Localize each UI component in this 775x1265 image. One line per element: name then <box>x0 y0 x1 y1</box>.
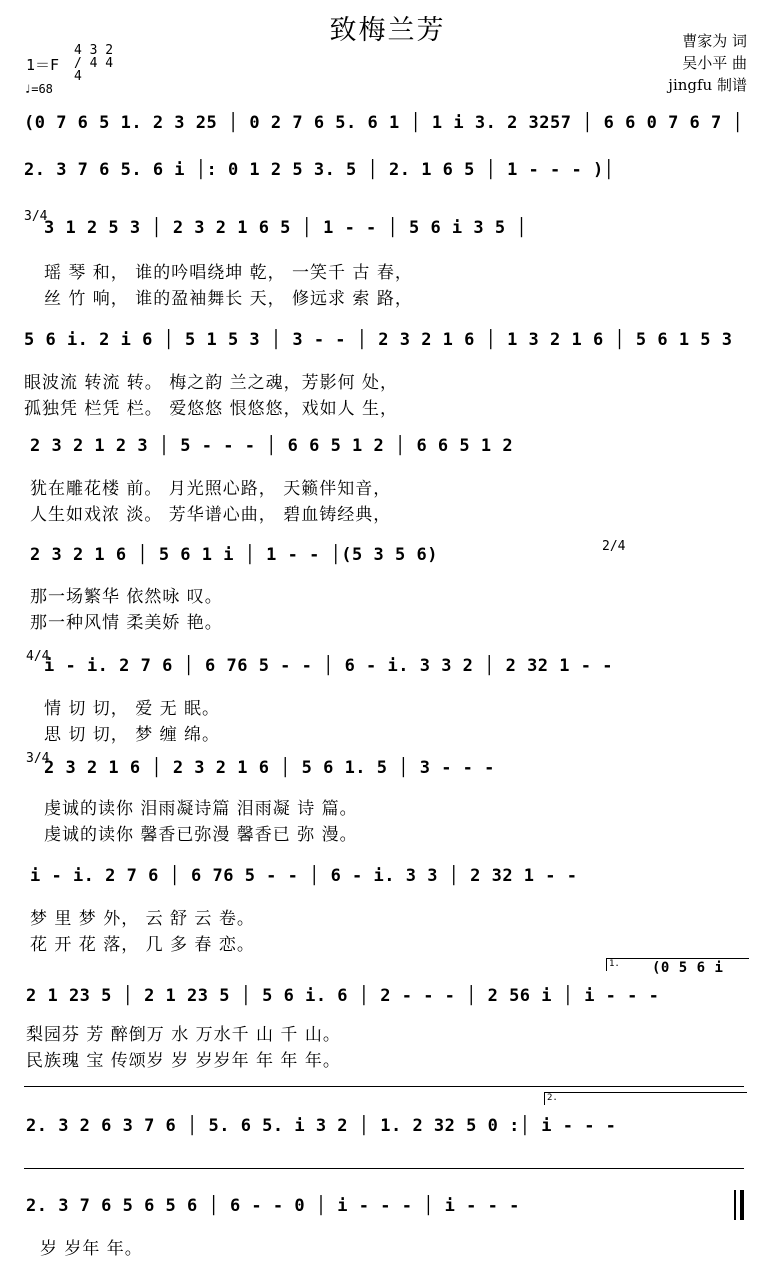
lyrics-line-10-verse-2: 民族瑰 宝 传颂岁 岁 岁岁年 年 年 年。 <box>26 1051 341 1071</box>
lyrics-line-4-verse-1: 眼波流 转流 转。 梅之韵 兰之魂，芳影何 处， <box>24 373 399 393</box>
notation-line-5: 2 3 2 1 2 3 │ 5 - - - │ 6 6 5 1 2 │ 6 6 5 1 2 <box>30 436 514 456</box>
lyrics-line-9-verse-1: 梦 里 梦 外， 云 舒 云 卷。 <box>30 909 255 929</box>
title: 致梅兰芳 <box>329 15 446 46</box>
time-signatures: 4 3 2 / 4 4 4 <box>74 43 121 84</box>
notation-line-10: 2 1 23 5 │ 2 1 23 5 │ 5 6 i. 6 │ 2 - - - │ 2 56 i │ i - - - <box>26 986 660 1006</box>
time-sig-3-4-a: 3/4 <box>24 209 48 224</box>
notation-line-4: 5 6 i. 2 i 6 │ 5 1 5 3 │ 3 - - │ 2 3 2 1 6 │ 1 3 2 1 6 │ 5 6 1 5 3 <box>24 330 733 350</box>
notation-line-3: 3 1 2 5 3 │ 2 3 2 1 6 5 │ 1 - - │ 5 6 i 3 5 │ <box>44 218 528 238</box>
notation-line-2: 2. 3 7 6 5. 6 i │: 0 1 2 5 3. 5 │ 2. 1 6 5 │ 1 - - - )│ <box>24 160 615 180</box>
lyrics-line-3-verse-1: 瑶 琴 和， 谁的吟唱绕坤 乾， 一笑千 古 春， <box>44 263 413 283</box>
notation-line-6: 2 3 2 1 6 │ 5 6 1 i │ 1 - - │(5 3 5 6) <box>30 545 438 565</box>
notation-line-8: 2 3 2 1 6 │ 2 3 2 1 6 │ 5 6 1. 5 │ 3 - - - <box>44 758 495 778</box>
lyrics-line-5-verse-2: 人生如戏浓 淡。 芳华谱心曲， 碧血铸经典， <box>30 505 392 525</box>
pickup-notes: (0 5 6 i <box>652 960 724 976</box>
time-sig-4-4: 4/4 <box>26 649 50 664</box>
notation-line-1: (0 7 6 5 1. 2 3 25 │ 0 2 7 6 5. 6 1 │ 1 i 3. 2 3257 │ 6 6 0 7 6 7 │ <box>24 113 744 133</box>
notation-line-12: 2. 3 7 6 5 6 5 6 │ 6 - - 0 │ i - - - │ i - - - <box>26 1196 520 1216</box>
transcriber-credit: jingfu 制谱 <box>668 76 747 94</box>
key-signature: 1＝F <box>26 56 60 74</box>
lyricist-credit: 曹家为 词 <box>682 32 747 50</box>
lyrics-line-12-verse-1: 岁 岁年 年。 <box>40 1239 143 1259</box>
volta-1: 1. <box>606 958 749 971</box>
lyrics-line-7-verse-2: 思 切 切， 梦 缠 绵。 <box>44 725 221 745</box>
final-barline-thin <box>734 1190 736 1220</box>
lyrics-line-9-verse-2: 花 开 花 落， 几 多 春 恋。 <box>30 935 255 955</box>
lyrics-line-6-verse-2: 那一种风情 柔美娇 艳。 <box>30 613 223 633</box>
notation-line-7: i - i. 2 7 6 │ 6 76 5 - - │ 6 - i. 3 3 2 │ 2 32 1 - - <box>44 656 613 676</box>
staff-rule-2 <box>24 1168 744 1169</box>
notation-line-11: 2. 3 2 6 3 7 6 │ 5. 6 5. i 3 2 │ 1. 2 32 5 0 :│ i - - - <box>26 1116 617 1136</box>
composer-credit: 吴小平 曲 <box>682 54 747 72</box>
lyrics-line-8-verse-1: 虔诚的读你 泪雨凝诗篇 泪雨凝 诗 篇。 <box>44 799 358 819</box>
volta-2: 2. <box>544 1092 747 1105</box>
lyrics-line-6-verse-1: 那一场繁华 依然咏 叹。 <box>30 587 223 607</box>
time-sig-3-4-b: 3/4 <box>26 751 50 766</box>
final-barline-thick <box>740 1190 744 1220</box>
lyrics-line-7-verse-1: 情 切 切， 爱 无 眠。 <box>44 699 221 719</box>
time-sig-2-4: 2/4 <box>602 539 626 554</box>
lyrics-line-4-verse-2: 孤独凭 栏凭 栏。 爱悠悠 恨悠悠，戏如人 生， <box>24 399 399 419</box>
lyrics-line-8-verse-2: 虔诚的读你 馨香已弥漫 馨香已 弥 漫。 <box>44 825 358 845</box>
notation-line-9: i - i. 2 7 6 │ 6 76 5 - - │ 6 - i. 3 3 │ 2 32 1 - - <box>30 866 578 886</box>
lyrics-line-5-verse-1: 犹在雕花楼 前。 月光照心路， 天籁伴知音， <box>30 479 392 499</box>
tempo-marking: ♩=68 <box>24 82 53 96</box>
staff-rule-1 <box>24 1086 744 1087</box>
lyrics-line-10-verse-1: 梨园芬 芳 醉倒万 水 万水千 山 千 山。 <box>26 1025 341 1045</box>
lyrics-line-3-verse-2: 丝 竹 响， 谁的盈袖舞长 天， 修远求 索 路， <box>44 289 413 309</box>
